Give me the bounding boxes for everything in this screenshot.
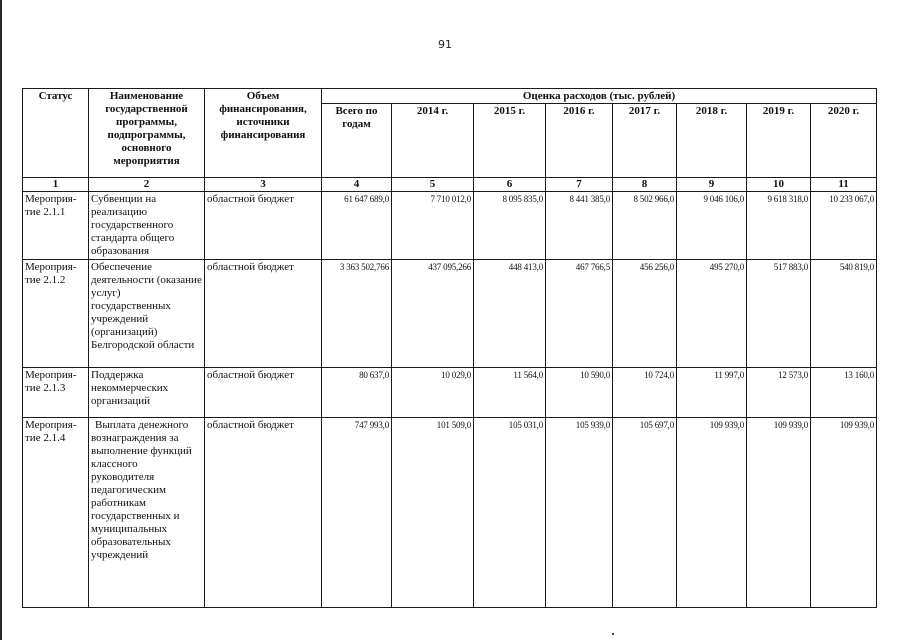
column-number: 3	[205, 178, 322, 192]
header-year: 2015 г.	[474, 104, 546, 178]
row-value: 540 819,0	[811, 260, 877, 368]
row-total: 747 993,0	[322, 418, 392, 608]
table-row	[23, 418, 877, 608]
header-year: 2018 г.	[677, 104, 747, 178]
header-year: 2019 г.	[747, 104, 811, 178]
row-value: 109 939,0	[811, 418, 877, 608]
row-value: 8 095 835,0	[474, 192, 546, 260]
row-value: 105 939,0	[546, 418, 613, 608]
row-value: 517 883,0	[747, 260, 811, 368]
column-number: 10	[747, 178, 811, 192]
column-number: 9	[677, 178, 747, 192]
row-value: 105 697,0	[613, 418, 677, 608]
budget-table	[22, 88, 877, 608]
column-number: 1	[23, 178, 89, 192]
row-value: 437 095,266	[392, 260, 474, 368]
row-value: 9 046 106,0	[677, 192, 747, 260]
header-status: Статус	[23, 89, 89, 178]
header-year: 2014 г.	[392, 104, 474, 178]
header-estimate: Оценка расходов (тыс. рублей)	[322, 89, 877, 104]
row-value: 105 031,0	[474, 418, 546, 608]
row-value: 11 564,0	[474, 368, 546, 418]
header-year: 2020 г.	[811, 104, 877, 178]
column-number: 5	[392, 178, 474, 192]
row-status: Мероприя-тие 2.1.2	[23, 260, 89, 368]
row-source: областной бюджет	[205, 260, 322, 368]
row-value: 8 441 385,0	[546, 192, 613, 260]
header-funding: Объем финансирования, источники финансирования	[205, 89, 322, 178]
table-row	[23, 368, 877, 418]
row-name: Выплата денежного вознаграждения за выполнение функций классного руководителя педагогическим работникам государственных и муниципальных образовательных учреждений	[89, 418, 205, 608]
row-value: 109 939,0	[747, 418, 811, 608]
scan-edge	[0, 0, 2, 640]
row-value: 10 029,0	[392, 368, 474, 418]
row-total: 3 363 502,766	[322, 260, 392, 368]
row-value: 456 256,0	[613, 260, 677, 368]
column-number: 11	[811, 178, 877, 192]
row-value: 495 270,0	[677, 260, 747, 368]
column-number: 7	[546, 178, 613, 192]
row-total: 61 647 689,0	[322, 192, 392, 260]
row-source: областной бюджет	[205, 368, 322, 418]
row-name: Обеспечение деятельности (оказание услуг) государственных учреждений (организаций) Белгородской области	[89, 260, 205, 368]
row-name: Поддержка некоммерческих организаций	[89, 368, 205, 418]
page-number: 91	[438, 38, 452, 51]
row-value: 7 710 012,0	[392, 192, 474, 260]
row-value: 11 997,0	[677, 368, 747, 418]
header-year: 2017 г.	[613, 104, 677, 178]
row-value: 12 573,0	[747, 368, 811, 418]
header-row-top	[23, 89, 877, 104]
row-source: областной бюджет	[205, 418, 322, 608]
column-number: 4	[322, 178, 392, 192]
header-year: 2016 г.	[546, 104, 613, 178]
row-status: Мероприя-тие 2.1.3	[23, 368, 89, 418]
row-value: 9 618 318,0	[747, 192, 811, 260]
row-total: 80 637,0	[322, 368, 392, 418]
row-value: 10 724,0	[613, 368, 677, 418]
row-status: Мероприя-тие 2.1.4	[23, 418, 89, 608]
row-value: 10 233 067,0	[811, 192, 877, 260]
row-value: 467 766,5	[546, 260, 613, 368]
row-value: 101 509,0	[392, 418, 474, 608]
table-row	[23, 192, 877, 260]
table-row	[23, 260, 877, 368]
header-total: Всего по годам	[322, 104, 392, 178]
column-number: 8	[613, 178, 677, 192]
row-value: 10 590,0	[546, 368, 613, 418]
row-value: 109 939,0	[677, 418, 747, 608]
row-source: областной бюджет	[205, 192, 322, 260]
row-value: 8 502 966,0	[613, 192, 677, 260]
column-number-row	[23, 178, 877, 192]
column-number: 6	[474, 178, 546, 192]
row-value: 13 160,0	[811, 368, 877, 418]
scan-speck	[612, 633, 614, 635]
row-name: Субвенции на реализацию государственного стандарта общего образования	[89, 192, 205, 260]
row-status: Мероприя-тие 2.1.1	[23, 192, 89, 260]
header-name: Наименование государственной программы, подпрограммы, основного мероприятия	[89, 89, 205, 178]
column-number: 2	[89, 178, 205, 192]
row-value: 448 413,0	[474, 260, 546, 368]
